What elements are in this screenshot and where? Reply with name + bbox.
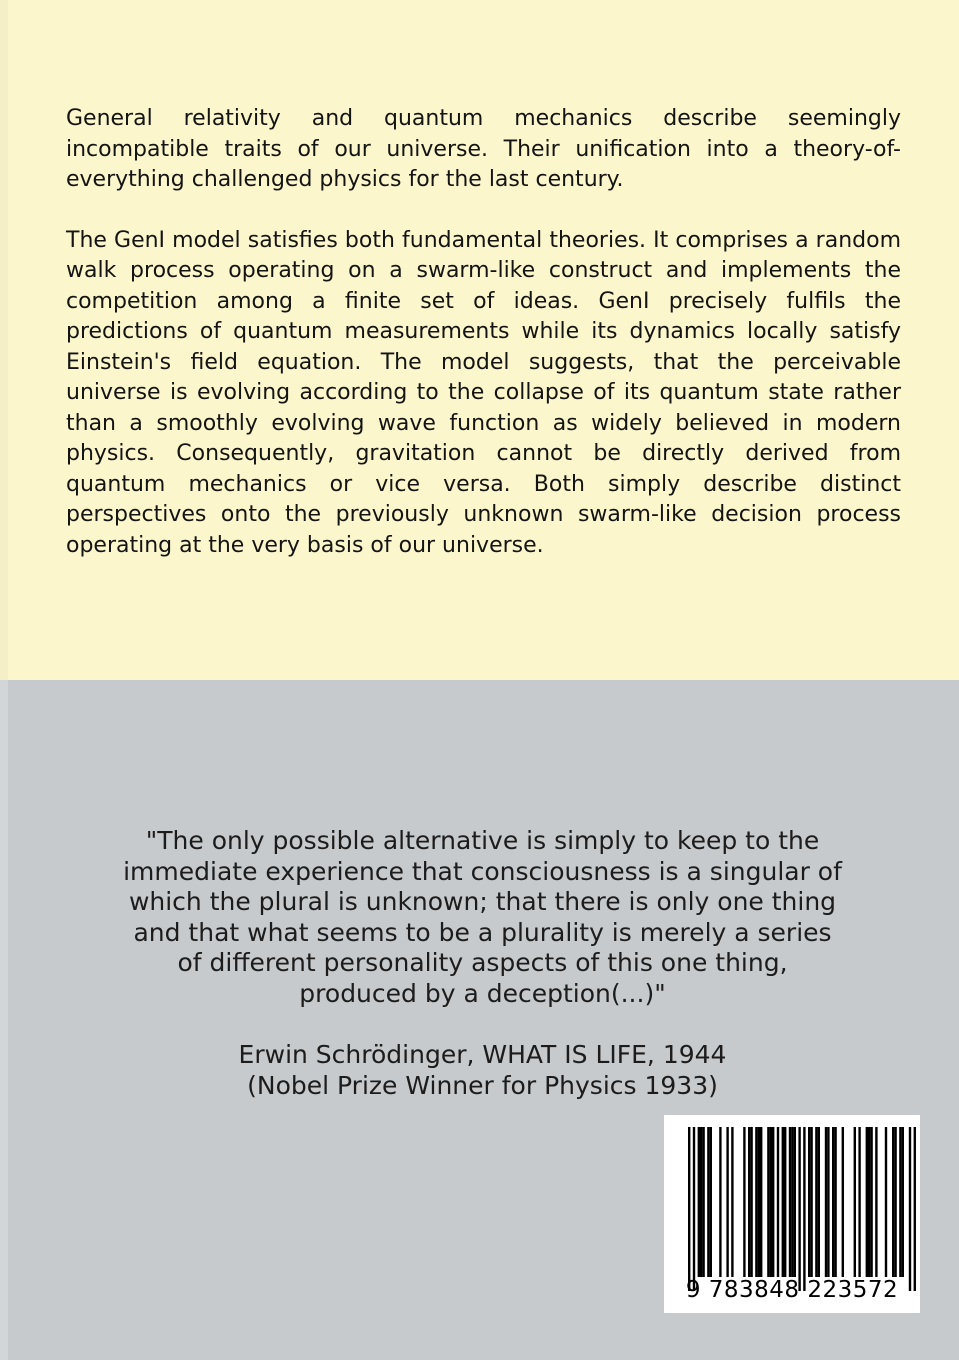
barcode-bar bbox=[885, 1127, 887, 1277]
back-cover-blurb bbox=[66, 104, 901, 591]
isbn-number: 9 783848 223572 bbox=[685, 1277, 899, 1303]
barcode-bar bbox=[755, 1127, 757, 1277]
quote-author-line: Erwin Schrödinger, WHAT IS LIFE, 1944 bbox=[238, 1040, 727, 1069]
barcode-bar bbox=[899, 1127, 901, 1277]
barcode-bar bbox=[750, 1127, 752, 1277]
barcode-bar bbox=[748, 1127, 750, 1277]
barcode-bar bbox=[710, 1127, 712, 1277]
barcode-bar bbox=[791, 1127, 793, 1277]
barcode-bar bbox=[719, 1127, 721, 1277]
schrodinger-quote: "The only possible alternative is simply to keep to the immediate experience that consciousness is a singular of which the plural is unknown; that there is only one thing and that what seems to be a plurality is merely a series of different personality aspects of this one thing, produced by a deception(...)" bbox=[123, 826, 842, 1008]
barcode-bar bbox=[914, 1127, 916, 1291]
barcode-bar bbox=[698, 1127, 700, 1277]
barcode-bar bbox=[902, 1127, 904, 1277]
barcode-bar bbox=[772, 1127, 774, 1277]
barcode-bar bbox=[758, 1127, 760, 1277]
barcode-bar bbox=[731, 1127, 733, 1277]
barcode-bar bbox=[810, 1127, 812, 1277]
barcode-bar bbox=[825, 1127, 827, 1277]
quote-note-line: (Nobel Prize Winner for Physics 1933) bbox=[247, 1071, 718, 1100]
barcode-bar bbox=[794, 1127, 796, 1277]
lower-panel-edge bbox=[0, 680, 8, 1360]
barcode-bar bbox=[827, 1127, 829, 1277]
barcode-bar bbox=[693, 1127, 695, 1291]
barcode-bar bbox=[760, 1127, 762, 1277]
isbn-barcode bbox=[664, 1115, 920, 1313]
upper-panel-edge bbox=[0, 0, 8, 680]
barcode-bar bbox=[777, 1127, 779, 1277]
barcode-bar bbox=[782, 1127, 784, 1277]
barcode-bar bbox=[798, 1127, 800, 1291]
barcode-bar bbox=[789, 1127, 791, 1277]
barcode-bar bbox=[875, 1127, 877, 1277]
blurb-paragraph-2: The GenI model satisfies both fundamental theories. It comprises a random walk process operating on a swarm-like construct and implements the competition among a finite set of ideas. GenI precisely fulfils the predictions of quantum measurements while its dynamics locally satisfy Einstein's field equation. The model suggests, that the perceivable universe is evolving according to the collapse of its quantum state rather than a smoothly evolving wave function as widely believed in modern physics. Consequently, gravitation cannot be directly derived from quantum mechanics or vice versa. Both simply describe distinct perspectives onto the previously unknown swarm-like decision process operating at the very basis of our universe. bbox=[66, 227, 901, 558]
barcode-bar bbox=[784, 1127, 786, 1277]
barcode-bar bbox=[770, 1127, 772, 1277]
barcode-bar bbox=[818, 1127, 820, 1277]
barcode-bar bbox=[702, 1127, 704, 1277]
barcode-bar bbox=[726, 1127, 728, 1277]
barcode-bar bbox=[892, 1127, 894, 1277]
barcode-bar bbox=[894, 1127, 896, 1277]
barcode-bar bbox=[803, 1127, 805, 1291]
barcode-bar bbox=[854, 1127, 856, 1277]
barcode-bar bbox=[707, 1127, 709, 1277]
barcode-bar bbox=[834, 1127, 836, 1277]
barcode-bar bbox=[866, 1127, 868, 1277]
barcode-bar bbox=[868, 1127, 870, 1277]
blurb-paragraph-1: General relativity and quantum mechanics describe seemingly incompatible traits of our universe. Their unification into a theory-of-everything challenged physics for the last century. bbox=[66, 106, 901, 192]
quote-attribution bbox=[120, 1039, 845, 1101]
barcode-bar bbox=[743, 1127, 745, 1277]
barcode-bar bbox=[858, 1127, 860, 1277]
barcode-bar bbox=[700, 1127, 702, 1277]
barcode-bar bbox=[815, 1127, 817, 1277]
barcode-bar bbox=[870, 1127, 872, 1277]
barcode-bar bbox=[909, 1127, 911, 1291]
barcode-bar bbox=[808, 1127, 810, 1277]
barcode-bar bbox=[688, 1127, 690, 1291]
barcode-bar bbox=[842, 1127, 844, 1277]
barcode-bar bbox=[832, 1127, 834, 1277]
barcode-bar bbox=[767, 1127, 769, 1277]
